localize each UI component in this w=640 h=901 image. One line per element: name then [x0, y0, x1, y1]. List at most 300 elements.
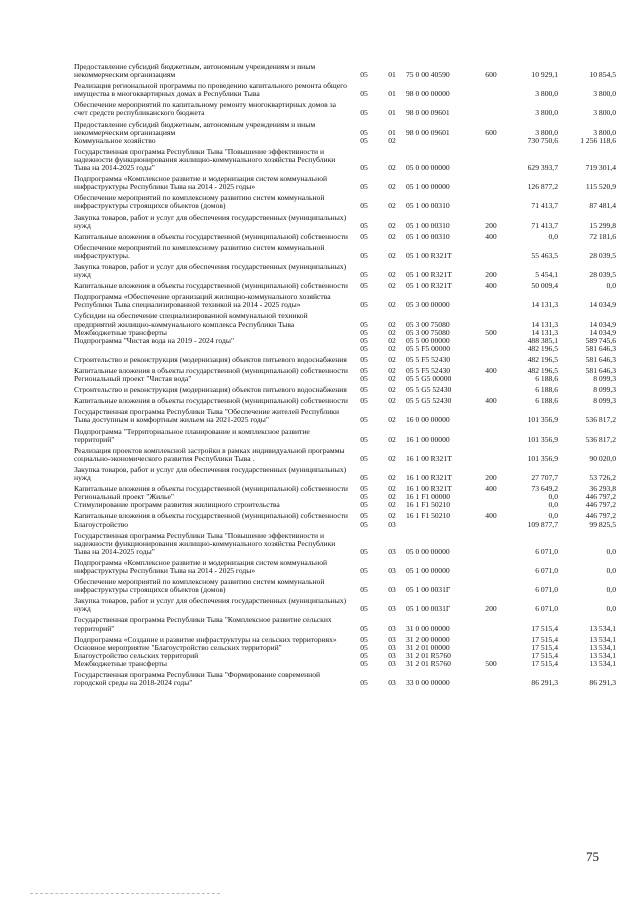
expense-type-code: [478, 501, 504, 509]
target-article-code: 16 1 00 R321T: [406, 453, 452, 463]
expense-type-code: [478, 79, 504, 98]
target-article-code: 05 0 00 00000: [406, 163, 450, 173]
amount-year-1: 629 393,7: [527, 163, 558, 173]
expense-type-code: [478, 172, 504, 191]
subsection-code: 03: [388, 585, 396, 595]
amount-year-2: 536 817,2: [585, 434, 616, 444]
amount-year-2: 581 646,3: [585, 354, 616, 364]
item-name: Благоустройство сельских территорий: [74, 650, 199, 660]
subsection-code: 03: [388, 634, 396, 644]
subsection-code: 02: [388, 281, 396, 291]
item-name: Обеспечение мероприятий по комплексному развитию систем коммунальной инфраструктуры строящихся объектов (домов): [74, 577, 325, 595]
table-row: [74, 230, 616, 241]
table-row: [74, 425, 616, 444]
section-code: 05: [360, 642, 368, 652]
section-code: 05: [360, 623, 368, 633]
subsection-code: 02: [388, 415, 396, 425]
amount-year-2: 13 534,1: [589, 658, 616, 668]
target-article-code: [406, 137, 478, 145]
expense-type-code: [478, 145, 504, 172]
expense-type-code: 500: [485, 327, 497, 337]
item-name: Субсидии на обеспечение специализированной коммунальной техникой предприятий жилищно-коммунального комплекса Республики Тыва: [74, 311, 308, 329]
subsection-code: 02: [388, 201, 396, 211]
amount-year-1: 55 463,5: [531, 250, 558, 260]
amount-year-2: 581 646,3: [585, 343, 616, 353]
target-article-code: 31 2 01 R5760: [406, 658, 451, 668]
amount-year-2: 36 293,8: [589, 484, 616, 494]
item-name: Предоставление субсидий бюджетным, автономным учреждениям и иным некоммерческим организациям: [74, 62, 316, 80]
amount-year-2: 14 034,9: [589, 319, 616, 329]
amount-year-2: 99 825,5: [589, 519, 616, 529]
section-code: 05: [360, 396, 368, 406]
amount-year-2: 0,0: [606, 546, 616, 556]
expense-type-code: [478, 137, 504, 145]
target-article-code: 05 5 F5 52430: [406, 366, 451, 375]
subsection-code: 01: [388, 89, 396, 99]
subsection-code: 01: [388, 108, 396, 118]
expense-type-code: [478, 425, 504, 444]
target-article-code: 98 0 00 00000: [406, 89, 450, 99]
amount-year-2: 8 099,3: [593, 396, 616, 406]
amount-year-1: 488 385,1: [527, 335, 558, 345]
amount-year-1: 10 929,1: [531, 70, 558, 80]
table-row: [74, 556, 616, 575]
section-code: 05: [360, 678, 368, 688]
target-article-code: 05 1 00 R321T: [406, 270, 452, 280]
item-name: Региональный проект "Чистая вода": [74, 374, 192, 384]
table-row: [74, 98, 616, 117]
target-article-code: 31 2 01 00000: [406, 642, 450, 652]
expense-type-code: 400: [485, 511, 497, 521]
amount-year-2: 90 020,0: [589, 453, 616, 463]
target-article-code: 05 1 00 00310: [406, 220, 450, 230]
section-code: 05: [360, 658, 368, 668]
subsection-code: 02: [388, 511, 396, 521]
amount-year-1: 0,0: [548, 500, 558, 510]
expense-type-code: [478, 668, 504, 687]
item-name: Капитальные вложения в объекты государственной (муниципальной) собственности: [74, 366, 348, 375]
amount-year-1: 482 196,5: [527, 343, 558, 353]
amount-year-1: 5 454,1: [535, 270, 558, 280]
expense-type-code: [478, 529, 504, 556]
table-row: [74, 613, 616, 632]
amount-year-1: 6 188,6: [535, 374, 558, 384]
subsection-code: 02: [388, 366, 396, 375]
target-article-code: 05 5 F5 52430: [406, 354, 451, 364]
amount-year-1: 14 131,3: [531, 319, 558, 329]
target-article-code: 16 1 F1 00000: [406, 492, 451, 502]
expense-type-code: [478, 290, 504, 309]
subsection-code: 02: [388, 270, 396, 280]
amount-year-1: 73 649,2: [531, 484, 558, 494]
expense-type-code: 400: [485, 366, 497, 375]
target-article-code: 31 2 01 R5760: [406, 650, 451, 660]
subsection-code: 02: [388, 385, 396, 395]
target-article-code: 05 5 F5 00000: [406, 343, 451, 353]
section-code: 05: [360, 135, 368, 145]
table-row: [74, 375, 616, 383]
section-code: 05: [360, 327, 368, 337]
subsection-code: 03: [388, 623, 396, 633]
section-code: 05: [360, 585, 368, 595]
table-row: [74, 241, 616, 260]
section-code: 05: [360, 182, 368, 192]
section-code: 05: [360, 473, 368, 483]
table-row: [74, 60, 616, 79]
subsection-code: 02: [388, 492, 396, 502]
item-name: Государственная программа Республики Тыва "Повышение эффективности и надежности функционирования жилищно-коммунального хозяйства Республики Тыва на 2014-2025 годы": [74, 146, 336, 173]
table-row: [74, 345, 616, 353]
amount-year-2: 13 534,1: [589, 642, 616, 652]
target-article-code: 05 1 00 00310: [406, 231, 450, 241]
amount-year-1: 71 413,7: [531, 220, 558, 230]
item-name: Региональный проект "Жилье": [74, 492, 174, 502]
section-code: 05: [360, 270, 368, 280]
item-name: Государственная программа Республики Тыва "Комплексное развитие сельских территорий": [74, 615, 332, 633]
target-article-code: 31 2 00 00000: [406, 634, 450, 644]
amount-year-2: 3 800,0: [593, 127, 616, 137]
section-code: 05: [360, 434, 368, 444]
section-code: 05: [360, 519, 368, 529]
amount-year-2: 72 181,6: [589, 231, 616, 241]
target-article-code: 05 3 00 75080: [406, 319, 450, 329]
table-row: [74, 463, 616, 482]
amount-year-1: 86 291,3: [531, 678, 558, 688]
item-name: Обеспечение мероприятий по комплексному развитию систем коммунальной инфраструктуры.: [74, 242, 325, 260]
section-code: 05: [360, 415, 368, 425]
subsection-code: 02: [388, 484, 396, 494]
target-article-code: 16 0 00 00000: [406, 415, 450, 425]
amount-year-1: 6 071,0: [535, 546, 558, 556]
amount-year-1: 14 131,3: [531, 327, 558, 337]
item-name: Подпрограмма "Чистая вода на 2019 - 2024 годы": [74, 335, 235, 345]
target-article-code: 05 1 00 00000: [406, 565, 450, 575]
target-article-code: 05 5 G5 52430: [406, 385, 452, 395]
table-row: [74, 191, 616, 210]
target-article-code: 33 0 00 00000: [406, 678, 450, 688]
item-name: Государственная программа Республики Тыва "Повышение эффективности и надежности функционирования жилищно-коммунального хозяйства Республики Тыва на 2014-2025 годы": [74, 530, 336, 556]
amount-year-1: 6 071,0: [535, 604, 558, 614]
amount-year-1: 0,0: [548, 492, 558, 502]
amount-year-2: 14 034,9: [589, 300, 616, 310]
expense-type-code: [478, 405, 504, 424]
amount-year-2: 719 301,4: [585, 163, 616, 173]
amount-year-1: 0,0: [548, 231, 558, 241]
subsection-code: 02: [388, 354, 396, 364]
subsection-code: 01: [388, 127, 396, 137]
section-code: 05: [360, 127, 368, 137]
amount-year-1: 6 071,0: [535, 585, 558, 595]
section-code: 05: [360, 484, 368, 494]
target-article-code: 05 1 00 R321T: [406, 281, 452, 291]
table-row: [74, 501, 616, 509]
section-code: 05: [360, 374, 368, 384]
target-article-code: 16 1 00 R321T: [406, 484, 452, 494]
table-row: [74, 444, 616, 463]
item-name: Государственная программа Республики Тыва "Обеспечение жителей Республики Тыва доступным и комфортным жильем на 2021-2025 годы": [74, 407, 340, 425]
amount-year-2: 13 534,1: [589, 634, 616, 644]
subsection-code: 03: [388, 519, 396, 529]
item-name: Реализация региональной программы по проведению капитального ремонта общего имущества в многоквартирных домах в Республики Тыва: [74, 81, 347, 99]
amount-year-1: 101 356,9: [527, 434, 558, 444]
target-article-code: 31 0 00 00000: [406, 623, 450, 633]
expense-type-code: [478, 98, 504, 117]
item-name: [74, 345, 350, 353]
item-name: Закупка товаров, работ и услуг для обеспечения государственных (муниципальных) нужд: [74, 212, 347, 230]
item-name: Межбюджетные трансферты: [74, 658, 167, 668]
section-code: 05: [360, 108, 368, 118]
target-article-code: 05 0 00 00000: [406, 546, 450, 556]
amount-year-2: 10 854,5: [589, 70, 616, 80]
subsection-code: 02: [388, 300, 396, 310]
expense-type-code: 600: [485, 70, 497, 80]
target-article-code: 16 1 00 00000: [406, 434, 450, 444]
target-article-code: 05 3 00 00000: [406, 300, 450, 310]
subsection-code: 02: [388, 434, 396, 444]
amount-year-1: 17 515,4: [531, 634, 558, 644]
item-name: Строительство и реконструкция (модернизация) объектов питьевого водоснабжения: [74, 385, 347, 395]
table-row: [74, 137, 616, 145]
subsection-code: 02: [388, 182, 396, 192]
section-code: 05: [360, 335, 368, 345]
target-article-code: 75 0 00 40590: [406, 70, 450, 80]
amount-year-1: 14 131,3: [531, 300, 558, 310]
amount-year-2: 8 099,3: [593, 385, 616, 395]
subsection-code: 02: [388, 250, 396, 260]
expense-type-code: 400: [485, 484, 497, 494]
item-name: Стимулирование программ развития жилищного строительства: [74, 500, 280, 510]
amount-year-1: 482 196,5: [527, 354, 558, 364]
table-row: [74, 575, 616, 594]
amount-year-2: 446 797,2: [585, 511, 616, 521]
amount-year-2: 3 800,0: [593, 89, 616, 99]
target-article-code: 05 3 00 75080: [406, 327, 450, 337]
section-code: 05: [360, 565, 368, 575]
expense-type-code: [478, 521, 504, 529]
expense-type-code: [478, 644, 504, 652]
section-code: 05: [360, 231, 368, 241]
expense-type-code: 400: [485, 396, 497, 406]
amount-year-1: 3 800,0: [535, 127, 558, 137]
section-code: 05: [360, 163, 368, 173]
expense-type-code: [478, 493, 504, 501]
section-code: 05: [360, 453, 368, 463]
subsection-code: 02: [388, 319, 396, 329]
amount-year-1: 71 413,7: [531, 201, 558, 211]
target-article-code: 05 1 00 R321T: [406, 250, 452, 260]
expense-type-code: [478, 309, 504, 328]
item-name: Государственная программа Республики Тыва "Формирование современной городской среды на 2018-2024 годы": [74, 670, 321, 688]
item-name: Подпрограмма «Комплексное развитие и модернизация систем коммунальной инфраструктуры Республики Тыва на 2014 - 2025 годы»: [74, 557, 328, 575]
section-code: 05: [360, 604, 368, 614]
section-code: 05: [360, 511, 368, 521]
section-code: 05: [360, 492, 368, 502]
item-name: Капитальные вложения в объекты государственной (муниципальной) собственности: [74, 396, 348, 406]
item-name: Капитальные вложения в объекты государственной (муниципальной) собственности: [74, 511, 348, 521]
subsection-code: 02: [388, 396, 396, 406]
amount-year-2: 86 291,3: [589, 678, 616, 688]
item-name: Закупка товаров, работ и услуг для обеспечения государственных (муниципальных) нужд: [74, 464, 347, 483]
target-article-code: 05 1 00 00000: [406, 182, 450, 192]
table-row: [74, 509, 616, 520]
amount-year-1: 0,0: [548, 511, 558, 521]
budget-table: [74, 60, 616, 687]
amount-year-1: 101 356,9: [527, 415, 558, 425]
item-name: Подпрограмма «Обеспечение организаций жилищно-коммунального хозяйства Республики Тыва специализированной техникой на 2014 - 2025 годы»: [74, 292, 331, 310]
item-name: Строительство и реконструкция (модернизация) объектов питьевого водоснабжения: [74, 354, 347, 364]
item-name: Коммунальное хозяйство: [74, 135, 156, 145]
amount-year-2: 446 797,2: [585, 500, 616, 510]
budget-table-body: [74, 60, 616, 687]
item-name: Подпрограмма «Комплексное развитие и модернизация систем коммунальной инфраструктуры Республики Тыва на 2014 - 2025 годы»: [74, 174, 328, 192]
amount-year-1: 126 877,2: [527, 182, 558, 192]
item-name: Закупка товаров, работ и услуг для обеспечения государственных (муниципальных) нужд: [74, 261, 347, 280]
section-code: 05: [360, 385, 368, 395]
item-name: Обеспечение мероприятий по комплексному развитию систем коммунальной инфраструктуры строящихся объектов (домов): [74, 193, 325, 211]
target-article-code: 16 1 F1 50210: [406, 500, 451, 510]
amount-year-2: 8 099,3: [593, 374, 616, 384]
expense-type-code: 200: [485, 270, 497, 280]
subsection-code: 02: [388, 231, 396, 241]
amount-year-2: 14 034,9: [589, 327, 616, 337]
expense-type-code: [478, 345, 504, 353]
expense-type-code: [478, 444, 504, 463]
table-row: [74, 383, 616, 394]
expense-type-code: [478, 191, 504, 210]
expense-type-code: 400: [485, 281, 497, 291]
section-code: 05: [360, 546, 368, 556]
section-code: 05: [360, 220, 368, 230]
section-code: 05: [360, 70, 368, 80]
target-article-code: 16 1 00 R321T: [406, 473, 452, 483]
item-name: Межбюджетные трансферты: [74, 327, 167, 337]
subsection-code: 02: [388, 343, 396, 353]
table-row: [74, 405, 616, 424]
table-row: [74, 118, 616, 137]
amount-year-2: 0,0: [606, 604, 616, 614]
item-name: Подпрограмма «Создание и развитие инфраструктуры на сельских территориях»: [74, 634, 337, 644]
section-code: 05: [360, 343, 368, 353]
section-code: 05: [360, 250, 368, 260]
table-row: [74, 353, 616, 364]
subsection-code: 02: [388, 500, 396, 510]
subsection-code: 03: [388, 678, 396, 688]
subsection-code: 02: [388, 335, 396, 345]
amount-year-1: 50 009,4: [531, 281, 558, 291]
amount-year-1: 6 188,6: [535, 396, 558, 406]
target-article-code: [406, 521, 478, 529]
table-row: [74, 290, 616, 309]
amount-year-2: 0,0: [606, 281, 616, 291]
section-code: 05: [360, 650, 368, 660]
expense-type-code: [478, 241, 504, 260]
amount-year-2: 536 817,2: [585, 415, 616, 425]
amount-year-1: 17 515,4: [531, 658, 558, 668]
table-row: [74, 521, 616, 529]
amount-year-2: 581 646,3: [585, 366, 616, 375]
amount-year-1: 17 515,4: [531, 650, 558, 660]
expense-type-code: [478, 613, 504, 632]
subsection-code: 03: [388, 658, 396, 668]
table-row: [74, 660, 616, 668]
target-article-code: 98 0 00 09601: [406, 127, 450, 137]
item-name: Благоустройство: [74, 519, 129, 529]
amount-year-2: 0,0: [606, 565, 616, 575]
expense-type-code: [478, 353, 504, 364]
amount-year-2: 115 520,9: [585, 182, 616, 192]
table-row: [74, 394, 616, 405]
section-code: 05: [360, 300, 368, 310]
expense-type-code: [478, 556, 504, 575]
section-code: 05: [360, 201, 368, 211]
item-name: Основное мероприятие "Благоустройство сельских территорий": [74, 642, 282, 652]
section-code: 05: [360, 281, 368, 291]
expense-type-code: 600: [485, 127, 497, 137]
table-row: [74, 309, 616, 328]
subsection-code: 03: [388, 650, 396, 660]
subsection-code: 02: [388, 327, 396, 337]
table-row: [74, 668, 616, 687]
subsection-code: 01: [388, 70, 396, 80]
target-article-code: 05 1 00 0031Г: [406, 604, 451, 614]
amount-year-1: 730 750,6: [527, 135, 558, 145]
subsection-code: 02: [388, 135, 396, 145]
target-article-code: 98 0 00 09601: [406, 108, 450, 118]
table-row: [74, 260, 616, 279]
table-row: [74, 172, 616, 191]
item-name: Закупка товаров, работ и услуг для обеспечения государственных (муниципальных) нужд: [74, 596, 347, 614]
target-article-code: 05 5 G5 00000: [406, 374, 452, 384]
amount-year-2: 0,0: [606, 585, 616, 595]
amount-year-1: 17 515,4: [531, 623, 558, 633]
expense-type-code: 400: [485, 231, 497, 241]
item-name: Капитальные вложения в объекты государственной (муниципальной) собственности: [74, 231, 348, 241]
item-name: Капитальные вложения в объекты государственной (муниципальной) собственности: [74, 281, 348, 291]
section-code: 05: [360, 319, 368, 329]
subsection-code: 02: [388, 374, 396, 384]
amount-year-2: 1 256 118,6: [580, 135, 616, 145]
page-number: 75: [586, 849, 599, 864]
expense-type-code: 500: [485, 658, 497, 668]
expense-type-code: 200: [485, 220, 497, 230]
item-name: Предоставление субсидий бюджетным, автономным учреждениям и иным некоммерческим организациям: [74, 119, 316, 137]
section-code: 05: [360, 89, 368, 99]
table-row: [74, 279, 616, 290]
item-name: Подпрограмма "Территориальное планирование и комплексное развитие территорий": [74, 426, 310, 444]
section-code: 05: [360, 354, 368, 364]
amount-year-2: 87 481,4: [589, 201, 616, 211]
amount-year-1: 109 877,7: [527, 519, 558, 529]
amount-year-2: 28 039,5: [589, 250, 616, 260]
expense-type-code: [478, 375, 504, 383]
expense-type-code: [478, 633, 504, 644]
table-row: [74, 529, 616, 556]
target-article-code: 16 1 F1 50210: [406, 511, 451, 521]
amount-year-2: 53 726,2: [589, 473, 616, 483]
amount-year-1: 6 071,0: [535, 565, 558, 575]
amount-year-1: 3 800,0: [535, 89, 558, 99]
item-name: Обеспечение мероприятий по капитальному ремонту многоквартирных домов за счет средств республиканского бюджета: [74, 100, 336, 118]
target-article-code: 05 1 00 00310: [406, 201, 450, 211]
expense-type-code: 200: [485, 473, 497, 483]
table-row: [74, 145, 616, 172]
expense-type-code: [478, 383, 504, 394]
amount-year-1: 6 188,6: [535, 385, 558, 395]
subsection-code: 02: [388, 163, 396, 173]
amount-year-1: 482 196,5: [527, 366, 558, 375]
expense-type-code: [478, 337, 504, 345]
expense-type-code: [478, 575, 504, 594]
